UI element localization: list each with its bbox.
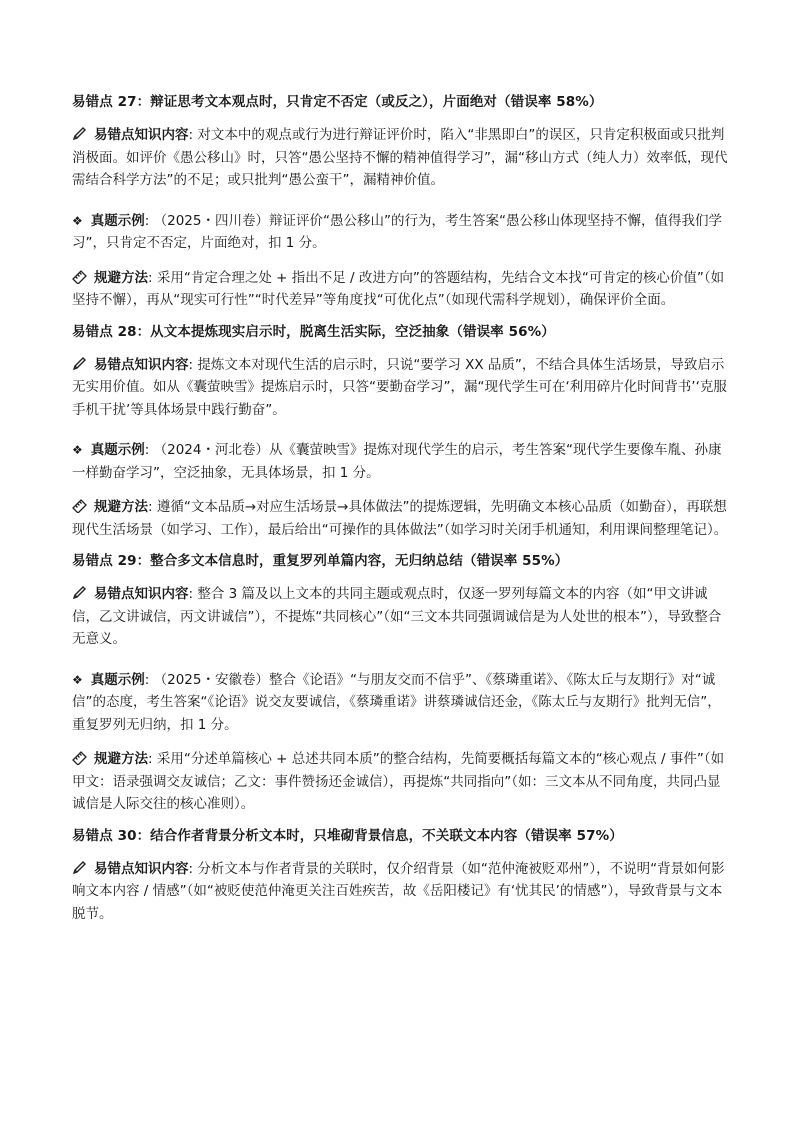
- example-paragraph-29: [72, 669, 732, 737]
- knowledge-text: : 整合 3 篇及以上文本的共同主题或观点时，仅逐一罗列每篇文本的内容（如“甲文讲诚信，乙文讲诚信，丙文讲诚信”），不提炼“共同核心”（如“三文本共同强调诚信是为人处世的根本”），导致整合无意义。: [72, 586, 722, 647]
- example-text: : （2024・河北卷）从《囊萤映雪》提炼对现代学生的启示，考生答案“现代学生要像车胤、孙康一样勤奋学习”，空泛抽象，无具体场景，扣 1 分。: [72, 442, 722, 481]
- pencil-icon: [72, 861, 88, 875]
- avoid-text: : 采用“分述单篇核心 + 总述共同本质”的整合结构，先简要概括每篇文本的“核心观点 / 事件”（如甲文：语录强调交友诚信；乙文：事件赞扬还金诚信），再提炼“共同指向”（如：三文本从不同角度，共同凸显诚信是人际交往的核心准则）。: [72, 751, 725, 812]
- example-paragraph-28: [72, 439, 732, 484]
- ruler-icon: [72, 751, 88, 765]
- knowledge-paragraph-30: [72, 858, 732, 926]
- section-heading-29: 易错点 29：整合多文本信息时，重复罗列单篇内容，无归纳总结（错误率 55%）: [72, 553, 569, 569]
- section-heading-28: 易错点 28：从文本提炼现实启示时，脱离生活实际，空泛抽象（错误率 56%）: [72, 323, 555, 340]
- pencil-icon: [72, 127, 88, 141]
- diamond-icon: ❖: [72, 443, 83, 457]
- section-heading-27: 易错点 27：辩证思考文本观点时，只肯定不否定（或反之），片面绝对（错误率 58%）: [72, 94, 603, 110]
- knowledge-label: 易错点知识内容: [94, 586, 189, 602]
- knowledge-label: 易错点知识内容: [94, 356, 189, 373]
- avoid-label: 规避方法: [94, 499, 148, 515]
- pencil-icon: [72, 357, 88, 371]
- example-text: : （2025・四川卷）辩证评价“愚公移山”的行为，考生答案“愚公移山体现坚持不懈，值得我们学习”，只肯定不否定，片面绝对，扣 1 分。: [72, 212, 722, 251]
- knowledge-paragraph-28: [72, 354, 732, 422]
- avoid-text: : 遵循“文本品质→对应生活场景→具体做法”的提炼逻辑，先明确文本核心品质（如勤奋），再联想现代生活场景（如学习、工作），最后给出“可操作的具体做法”（如学习时关闭手机通知，利用课间整理笔记）。: [72, 499, 728, 538]
- ruler-icon: [72, 270, 88, 284]
- example-paragraph-27: [72, 210, 732, 255]
- knowledge-paragraph-27: [72, 124, 732, 192]
- knowledge-label: 易错点知识内容: [94, 127, 189, 143]
- example-label: 真题示例: [90, 442, 145, 458]
- diamond-icon: ❖: [72, 672, 83, 687]
- example-label: 真题示例: [90, 671, 145, 688]
- example-text: : （2025・安徽卷）整合《论语》“与朋友交而不信乎”、《蔡璘重诺》、《陈太丘与友期行》对“诚信”的态度，考生答案“《论语》说交友要诚信，《蔡璘重诺》讲蔡璘诚信还金，《陈太丘与友期行》批判无信”，重复罗列无归纳，扣 1 分。: [72, 671, 721, 733]
- knowledge-paragraph-29: [72, 583, 732, 651]
- document-page: [72, 92, 732, 925]
- knowledge-text: : 提炼文本对现代生活的启示时，只说“要学习 XX 品质”，不结合具体生活场景，导致启示无实用价值。如从《囊萤映雪》提炼启示时，只答“要勤奋学习”，漏“现代学生可在‘利用碎片化时间背书’‘克服手机干扰’等具体场景中践行勤奋”。: [72, 356, 727, 418]
- avoid-label: 规避方法: [94, 269, 148, 286]
- section-heading-30: 易错点 30：结合作者背景分析文本时，只堆砌背景信息，不关联文本内容（错误率 57%）: [72, 827, 623, 844]
- avoid-text: : 采用“肯定合理之处 + 指出不足 / 改进方向”的答题结构，先结合文本找“可肯定的核心价值”（如坚持不懈），再从“现实可行性”“时代差异”等角度找“可优化点”（如现代需科学规划），确保评价全面。: [72, 269, 725, 308]
- avoid-paragraph-27: [72, 267, 732, 312]
- knowledge-text: : 分析文本与作者背景的关联时，仅介绍背景（如“范仲淹被贬邓州”），不说明“背景如何影响文本内容 / 情感”（如“被贬使范仲淹更关注百姓疾苦，故《岳阳楼记》有‘忧其民’的情感”），导致背景与文本脱节。: [72, 860, 725, 922]
- diamond-icon: ❖: [72, 213, 83, 228]
- knowledge-text: : 对文本中的观点或行为进行辩证评价时，陷入“非黑即白”的误区，只肯定积极面或只批判消极面。如评价《愚公移山》时，只答“愚公坚持不懈的精神值得学习”，漏“移山方式（纯人力）效率低，现代需结合科学方法”的不足；或只批判“愚公蛮干”，漏精神价值。: [72, 127, 728, 188]
- avoid-paragraph-28: [72, 496, 732, 541]
- knowledge-label: 易错点知识内容: [94, 860, 189, 877]
- pencil-icon: [72, 586, 88, 600]
- avoid-paragraph-29: [72, 748, 732, 816]
- avoid-label: 规避方法: [94, 751, 148, 767]
- example-label: 真题示例: [90, 212, 145, 229]
- ruler-icon: [72, 499, 88, 513]
